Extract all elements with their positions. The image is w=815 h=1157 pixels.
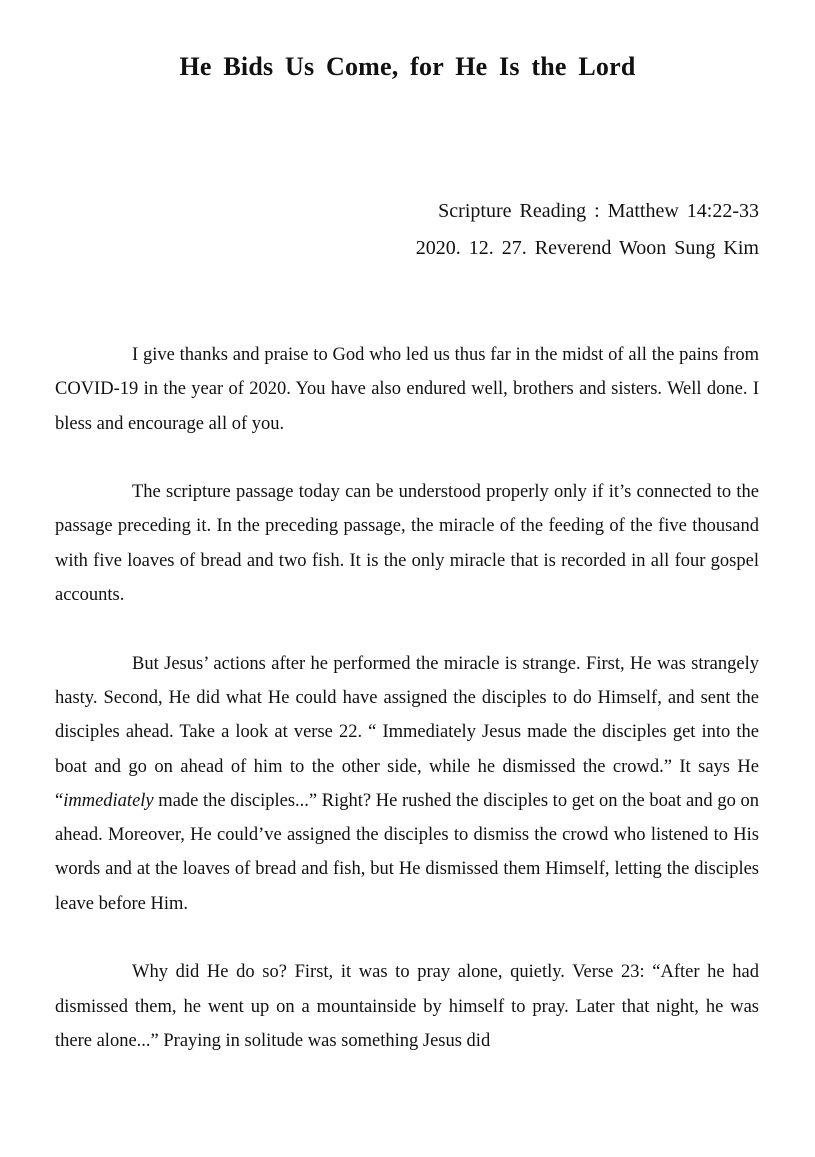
paragraph-3-text-before: But Jesus’ actions after he performed the miracle is strange. First, He was strangely hasty. Second, He did what He could have assigned the disciples to do Himself, and sent the disciples ahead. Take a look at verse 22. “ Immediately Jesus made the disciples get into the boat and go on ahead of him to the other side, while he dismissed the crowd.” It says He “	[55, 653, 759, 811]
paragraph-2: The scripture passage today can be understood properly only if it’s connected to the passage preceding it. In the preceding passage, the miracle of the feeding of the five thousand with five loaves of bread and two fish. It is the only miracle that is recorded in all four gospel accounts.	[55, 482, 759, 606]
paragraph-3-text-after: made the disciples...” Right? He rushed the disciples to get on the boat and go on ahead. Moreover, He could’ve assigned the disciples to dismiss the crowd who listened to His words and at the loaves of bread and fish, but He dismissed them Himself, letting the disciples leave before Him.	[55, 790, 759, 914]
sermon-body	[55, 338, 759, 1093]
paragraph-3-emphasis: immediately	[63, 790, 154, 811]
sermon-meta	[416, 193, 759, 267]
paragraph-3	[55, 647, 759, 921]
paragraph-1: I give thanks and praise to God who led us thus far in the midst of all the pains from COVID-19 in the year of 2020. You have also endured well, brothers and sisters. Well done. I bless and encourage all of you.	[55, 345, 759, 434]
document-title: He Bids Us Come, for He Is the Lord	[179, 52, 636, 81]
scripture-reading: Scripture Reading : Matthew 14:22-33	[438, 200, 759, 222]
paragraph-4: Why did He do so? First, it was to pray alone, quietly. Verse 23: “After he had dismissed them, he went up on a mountainside by himself to pray. Later that night, he was there alone...” Praying in solitude was something Jesus did	[55, 962, 759, 1051]
date-author-line: 2020. 12. 27. Reverend Woon Sung Kim	[415, 237, 759, 259]
